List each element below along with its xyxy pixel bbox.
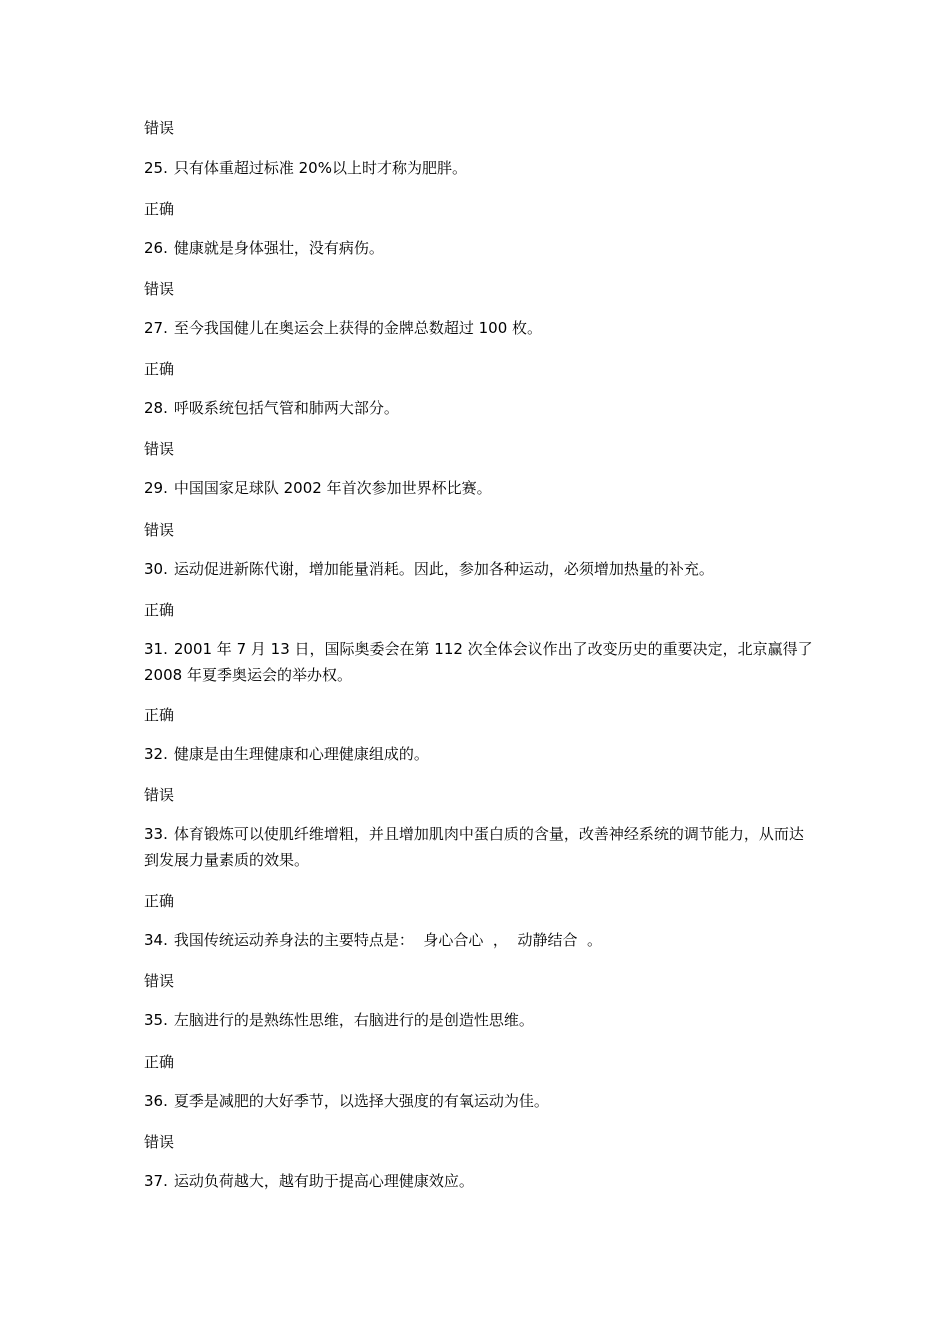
question-number: 37. [144,1172,168,1190]
question-number: 28. [144,399,168,417]
question-item [144,1007,814,1033]
question-text: 健康是由生理健康和心理健康组成的。 [173,745,429,763]
question-number: 26. [144,239,168,257]
answer-text: 正确 [144,706,175,724]
question-number: 32. [144,745,168,763]
question-number: 30. [144,560,168,578]
answer-text: 错误 [144,119,175,137]
answer-text: 正确 [144,601,175,619]
question-text: 中国国家足球队 2002 年首次参加世界杯比赛。 [173,479,492,497]
question-number: 29. [144,479,168,497]
question-number: 25. [144,159,168,177]
question-text: 只有体重超过标准 20%以上时才称为肥胖。 [173,159,467,177]
question-text: 运动促进新陈代谢，增加能量消耗。因此，参加各种运动，必须增加热量的补充。 [173,560,714,578]
question-number: 27. [144,319,168,337]
question-item [144,1088,814,1114]
question-text: 夏季是减肥的大好季节，以选择大强度的有氧运动为佳。 [173,1092,549,1110]
answer-text: 错误 [144,280,175,298]
answer-text: 错误 [144,521,175,539]
question-text: 至今我国健儿在奥运会上获得的金牌总数超过 100 枚。 [173,319,543,337]
question-text: 健康就是身体强壮，没有病伤。 [173,239,384,257]
question-number: 35. [144,1011,168,1029]
answer-text: 错误 [144,440,175,458]
question-item [144,235,814,261]
question-number: 34. [144,931,168,949]
question-text: 我国传统运动养身法的主要特点是： 身心合心 ， 动静结合 。 [173,931,603,949]
question-item [144,821,814,873]
answer-text: 错误 [144,786,175,804]
question-item [144,636,814,688]
question-number: 36. [144,1092,168,1110]
question-number: 31. [144,640,168,658]
answer-text: 正确 [144,892,175,910]
question-item [144,395,814,421]
question-item [144,1168,814,1194]
answer-text: 错误 [144,972,175,990]
question-text: 运动负荷越大，越有助于提高心理健康效应。 [173,1172,474,1190]
question-text: 左脑进行的是熟练性思维，右脑进行的是创造性思维。 [173,1011,534,1029]
answer-text: 错误 [144,1133,175,1151]
question-item [144,475,814,501]
question-text: 2001 年 7 月 13 日，国际奥委会在第 112 次全体会议作出了改变历史的重要决定，北京赢得了 2008 年夏季奥运会的举办权。 [144,640,813,684]
question-item [144,556,814,582]
question-text: 体育锻炼可以使肌纤维增粗，并且增加肌肉中蛋白质的含量，改善神经系统的调节能力，从而达到发展力量素质的效果。 [144,825,804,869]
question-text: 呼吸系统包括气管和肺两大部分。 [173,399,399,417]
question-item [144,155,814,181]
answer-text: 正确 [144,200,175,218]
answer-text: 正确 [144,1053,175,1071]
answer-text: 正确 [144,360,175,378]
question-item [144,741,814,767]
question-number: 33. [144,825,168,843]
question-item [144,315,814,341]
question-item [144,927,814,953]
